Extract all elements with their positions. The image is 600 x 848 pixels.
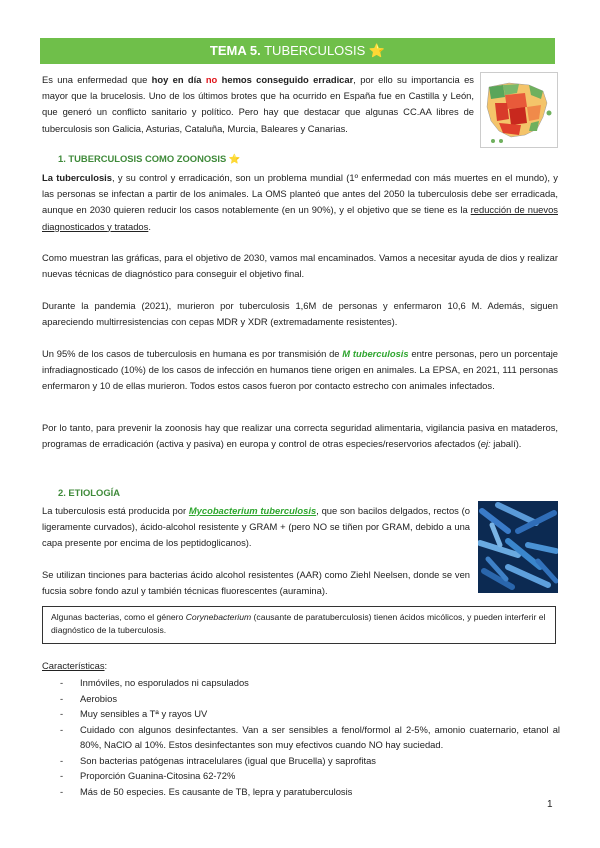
list-item: - Proporción Guanina-Citosina 62-72% bbox=[60, 770, 236, 781]
caracteristicas-heading: Características: bbox=[42, 660, 108, 671]
list-item: - Aerobios bbox=[60, 692, 118, 704]
paragraph-graficas: Como muestran las gráficas, para el objetivo de 2030, vamos mal encaminados. Vamos a necesitar ayuda de dios y realizar nuevas técnicas de diagnóstico para conseguir el objetivo final. bbox=[42, 252, 558, 280]
intro-paragraph: Es una enfermedad que hoy en día no hemos conseguido erradicar, por ello su importancia es mayor que la brucelosis. Uno de los últimos brotes que ha ocurrido en España fue en Castilla y León, que generó un conflicto sanitario y político. Pero hay que destacar que algunas CC.AA libres de tuberculosis son Galicia, Asturias, Cataluña, Murcia, Baleares y Canarias. bbox=[42, 74, 474, 134]
page-number: 1 bbox=[547, 799, 553, 810]
mycobacterium-micrograph-image bbox=[478, 501, 558, 593]
page-title bbox=[40, 38, 555, 64]
title-text: TUBERCULOSIS bbox=[260, 43, 366, 58]
list-item: - Muy sensibles a Tª y rayos UV bbox=[60, 708, 208, 719]
list-item: - Inmóviles, no esporulados ni capsulados bbox=[60, 677, 249, 688]
paragraph-tinciones: Se utilizan tinciones para bacterias ácido alcohol resistentes (AAR) como Ziehl Neelsen, donde se ven fucsia sobre fondo azul y también técnicas fluorescentes (auramina). bbox=[42, 569, 470, 597]
section-heading-etiologia: 2. ETIOLOGÍA bbox=[58, 487, 120, 498]
note-box: Algunas bacterias, como el género Corynebacterium (causante de paratuberculosis) tienen ácidos micólicos, y pueden interferir el diagnóstico de la tuberculosis. bbox=[42, 606, 556, 644]
paragraph-etiologia: La tuberculosis está producida por Mycobacterium tuberculosis, que son bacilos delgados, rectos (o ligeramente curvados), ácido-alcohol resistente y GRAM + (pero NO se tiñen por GRAM, debido a una capa presente por encima de los peptidoglicanos). bbox=[42, 505, 470, 549]
list-item: - Más de 50 especies. Es causante de TB, lepra y paratuberculosis bbox=[60, 785, 353, 797]
paragraph-pandemia: Durante la pandemia (2021), murieron por tuberculosis 1,6M de personas y enfermaron 10,6 M. Además, siguen apareciendo multirresistencias con cepas MDR y XDR (extremadamente resistentes). bbox=[42, 300, 558, 328]
paragraph-transmision: Un 95% de los casos de tuberculosis en humana es por transmisión de M tuberculosis entre personas, pero un porcentaje infradiagnosticado (10%) de los casos de infección en humanos tiene origen en animales. La EPSA, en 2021, 111 personas enfermaron y 10 de ellas murieron. Todos estos casos fueron por contacto estrecho con animales infectados. bbox=[42, 348, 558, 392]
star-icon: ⭐ bbox=[228, 153, 241, 164]
paragraph-tuberculosis: La tuberculosis, y su control y erradicación, son un problema mundial (1º enfermedad con más muertes en el mundo), y las personas se infectan a partir de los animales. La OMS planteó que antes del 2050 la tuberculosis debe ser erradicada, aunque en 2030 quieren reducir los casos notablemente (en un 90%), y el objetivo que se tiene es la reducción de nuevos diagnosticados y tratados. bbox=[42, 172, 558, 232]
paragraph-prevencion: Por lo tanto, para prevenir la zoonosis hay que realizar una correcta seguridad alimentaria, vigilancia pasiva en mataderos, programas de erradicación (activa y pasiva) en europa y control de otras especies/reservorios afectados (ej: jabalí). bbox=[42, 422, 558, 450]
star-icon: ⭐ bbox=[368, 43, 386, 58]
list-item: - Cuidado con algunos desinfectantes. Van a ser sensibles a fenol/formol al 2-5%, amonio cuaternario, etanol al 80%, NaClO al 10%. Estos desinfectantes son muy efectivos cuando NO hay suciedad. bbox=[60, 723, 560, 750]
list-item: - Son bacterias patógenas intracelulares (igual que Brucella) y saprofitas bbox=[60, 754, 376, 766]
spain-map-image bbox=[480, 72, 558, 148]
title-number: TEMA 5. bbox=[209, 43, 261, 58]
caracteristicas-list bbox=[60, 675, 560, 799]
section-heading-zoonosis: 1. TUBERCULOSIS COMO ZOONOSIS ⭐ bbox=[58, 153, 241, 164]
